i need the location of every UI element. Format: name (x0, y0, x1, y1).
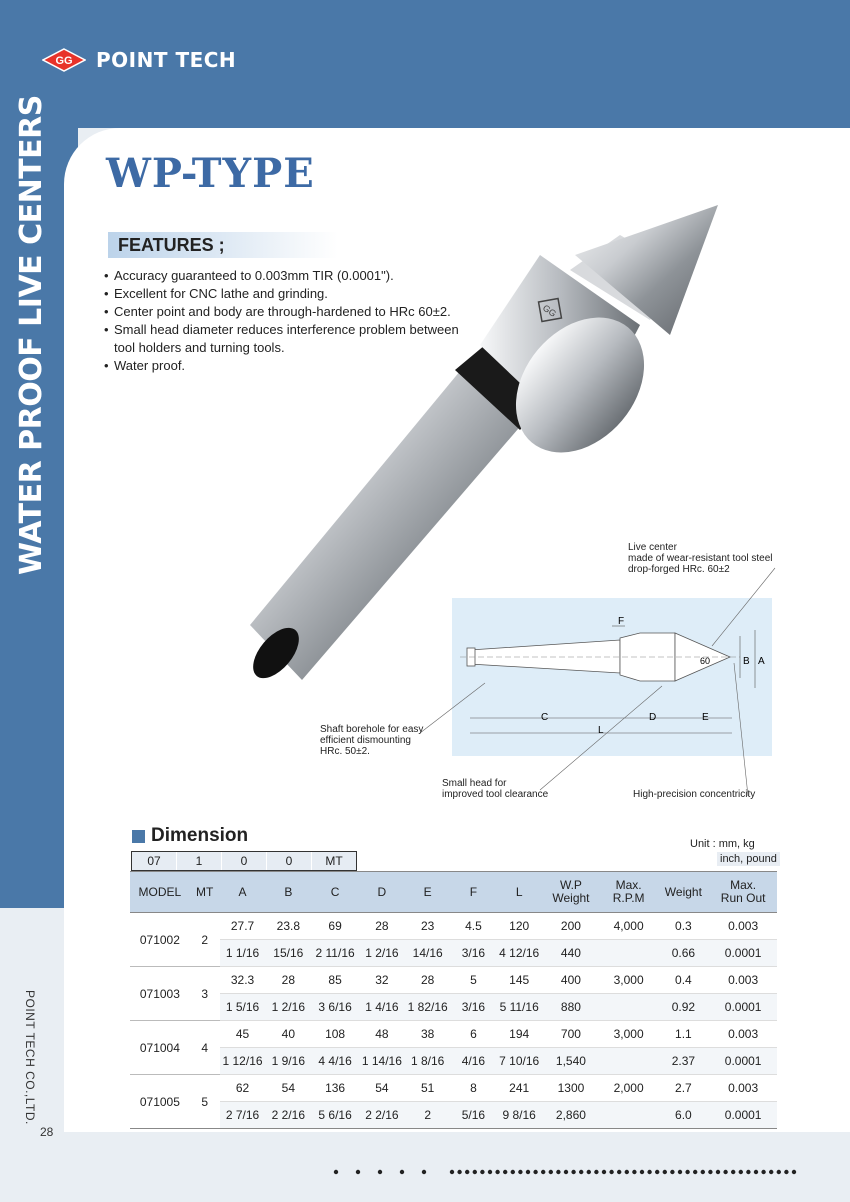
table-cell: 0.3 (657, 913, 709, 940)
table-cell: 136 (311, 1075, 359, 1102)
dot-decoration (330, 1162, 800, 1182)
dot (777, 1170, 781, 1174)
technical-drawing (300, 538, 780, 808)
table-cell: 62 (220, 1075, 266, 1102)
column-header: MODEL (130, 872, 190, 913)
table-cell: 0.0001 (709, 940, 777, 967)
table-cell: 2 7/16 (220, 1102, 266, 1129)
table-cell: 45 (220, 1021, 266, 1048)
table-cell: 1 1/16 (220, 940, 266, 967)
table-cell: 38 (405, 1021, 451, 1048)
table-cell: 51 (405, 1075, 451, 1102)
table-cell: 2.37 (657, 1048, 709, 1075)
features-heading: FEATURES ; (108, 232, 338, 258)
dot (746, 1170, 750, 1174)
model-code: 07 1 0 0 MT (131, 851, 357, 871)
table-cell (600, 1102, 658, 1129)
table-cell: 700 (542, 1021, 600, 1048)
table-cell: 1 8/16 (405, 1048, 451, 1075)
dot (769, 1170, 773, 1174)
dot (647, 1170, 651, 1174)
table-cell: 2 11/16 (311, 940, 359, 967)
svg-text:E: E (702, 712, 709, 723)
model-cell: 071002 (130, 913, 190, 967)
dot (701, 1170, 705, 1174)
table-row (130, 1021, 777, 1048)
dot (511, 1170, 515, 1174)
table-cell: 200 (542, 913, 600, 940)
table-cell (600, 1048, 658, 1075)
table-cell: 28 (405, 967, 451, 994)
table-cell: 2,000 (600, 1075, 658, 1102)
table-cell: 28 (359, 913, 405, 940)
square-icon (132, 830, 145, 843)
table-cell: 0.4 (657, 967, 709, 994)
dot (602, 1170, 606, 1174)
table-cell: 0.003 (709, 967, 777, 994)
table-cell: 5 11/16 (496, 994, 542, 1021)
table-cell: 54 (359, 1075, 405, 1102)
column-header: Weight (657, 872, 709, 913)
table-cell: 4.5 (451, 913, 497, 940)
svg-text:GG: GG (540, 302, 559, 319)
table-cell: 23.8 (265, 913, 311, 940)
side-title: WATER PROOF LIVE CENTERS (14, 95, 49, 575)
table-cell: 1 9/16 (265, 1048, 311, 1075)
callout-live-center: Live center made of wear-resistant tool steel drop-forged HRc. 60±2 (628, 542, 773, 575)
dot (400, 1170, 404, 1174)
table-cell: 0.0001 (709, 1048, 777, 1075)
table-cell: 32.3 (220, 967, 266, 994)
table-cell: 40 (265, 1021, 311, 1048)
table-cell: 14/16 (405, 940, 451, 967)
table-row (130, 1102, 777, 1129)
dimension-heading: Dimension (132, 825, 248, 847)
dot (678, 1170, 682, 1174)
dot (356, 1170, 360, 1174)
dot (708, 1170, 712, 1174)
svg-text:L: L (598, 725, 604, 736)
dot (739, 1170, 743, 1174)
table-cell: 1.1 (657, 1021, 709, 1048)
table-cell: 1 5/16 (220, 994, 266, 1021)
dot (693, 1170, 697, 1174)
table-cell: 1 4/16 (359, 994, 405, 1021)
dot (495, 1170, 499, 1174)
dot (480, 1170, 484, 1174)
table-cell: 0.003 (709, 913, 777, 940)
table-cell: 241 (496, 1075, 542, 1102)
svg-text:F: F (618, 616, 625, 627)
dot (334, 1170, 338, 1174)
mt-cell: 2 (190, 913, 220, 967)
model-cell: 071003 (130, 967, 190, 1021)
table-cell: 0.92 (657, 994, 709, 1021)
dot (663, 1170, 667, 1174)
table-row (130, 967, 777, 994)
column-header: Max. Run Out (709, 872, 777, 913)
page-title: WP-TYPE (106, 150, 315, 197)
feature-item: • Small head diameter reduces interference problem between tool holders and turning tools. (104, 321, 464, 357)
table-cell: 8 (451, 1075, 497, 1102)
dot (450, 1170, 454, 1174)
table-cell: 69 (311, 913, 359, 940)
column-header: L (496, 872, 542, 913)
table-cell: 2 2/16 (359, 1102, 405, 1129)
dot (564, 1170, 568, 1174)
callout-shaft: Shaft borehole for easy efficient dismounting HRc. 50±2. (320, 724, 424, 757)
callout-concentricity: High-precision concentricity (633, 789, 756, 800)
table-cell: 32 (359, 967, 405, 994)
dot (670, 1170, 674, 1174)
table-cell: 5 6/16 (311, 1102, 359, 1129)
model-cell: 071005 (130, 1075, 190, 1129)
table-cell: 3,000 (600, 967, 658, 994)
mt-cell: 5 (190, 1075, 220, 1129)
unit-metric: Unit : mm, kg (690, 838, 755, 850)
table-cell: 4,000 (600, 913, 658, 940)
table-cell: 1 14/16 (359, 1048, 405, 1075)
table-cell: 1 82/16 (405, 994, 451, 1021)
table-cell (600, 940, 658, 967)
table-cell: 4 4/16 (311, 1048, 359, 1075)
dot (685, 1170, 689, 1174)
dot (549, 1170, 553, 1174)
table-cell: 0.0001 (709, 1102, 777, 1129)
table-cell: 4/16 (451, 1048, 497, 1075)
dot (579, 1170, 583, 1174)
page-number: 28 (40, 1125, 54, 1139)
feature-item: • Water proof. (104, 357, 464, 375)
dot (587, 1170, 591, 1174)
table-cell: 7 10/16 (496, 1048, 542, 1075)
table-cell: 2.7 (657, 1075, 709, 1102)
table-cell: 400 (542, 967, 600, 994)
table-row (130, 994, 777, 1021)
feature-item: • Excellent for CNC lathe and grinding. (104, 285, 464, 303)
table-cell: 85 (311, 967, 359, 994)
dot (716, 1170, 720, 1174)
table-cell: 2,860 (542, 1102, 600, 1129)
table-cell: 5/16 (451, 1102, 497, 1129)
dot (784, 1170, 788, 1174)
column-header: W.P Weight (542, 872, 600, 913)
column-header: Max. R.P.M (600, 872, 658, 913)
column-header: E (405, 872, 451, 913)
dot (571, 1170, 575, 1174)
column-header: F (451, 872, 497, 913)
dot (609, 1170, 613, 1174)
column-header: MT (190, 872, 220, 913)
brand-logo (42, 48, 236, 72)
table-cell: 23 (405, 913, 451, 940)
svg-text:C: C (541, 712, 549, 723)
dot (731, 1170, 735, 1174)
table-cell: 27.7 (220, 913, 266, 940)
dot (422, 1170, 426, 1174)
mt-cell: 3 (190, 967, 220, 1021)
dot (503, 1170, 507, 1174)
dimension-table (130, 871, 777, 1129)
dot (533, 1170, 537, 1174)
table-cell: 3,000 (600, 1021, 658, 1048)
dot (640, 1170, 644, 1174)
svg-text:60: 60 (700, 656, 711, 666)
dot (632, 1170, 636, 1174)
table-cell: 1,540 (542, 1048, 600, 1075)
table-cell: 194 (496, 1021, 542, 1048)
table-cell: 28 (265, 967, 311, 994)
column-header: D (359, 872, 405, 913)
dot (655, 1170, 659, 1174)
gg-logo-icon (42, 48, 86, 72)
feature-item: • Center point and body are through-hardened to HRc 60±2. (104, 303, 464, 321)
column-header: B (265, 872, 311, 913)
dot (465, 1170, 469, 1174)
dot (541, 1170, 545, 1174)
table-cell: 0.003 (709, 1075, 777, 1102)
svg-text:GG: GG (55, 55, 73, 67)
table-cell: 4 12/16 (496, 940, 542, 967)
table-cell: 440 (542, 940, 600, 967)
column-header: A (220, 872, 266, 913)
table-cell: 1 12/16 (220, 1048, 266, 1075)
dot (754, 1170, 758, 1174)
dot (594, 1170, 598, 1174)
callout-small-head: Small head for improved tool clearance (442, 778, 549, 800)
table-cell: 3/16 (451, 940, 497, 967)
side-company: POINT TECH CO.,LTD. (23, 990, 37, 1125)
dot (617, 1170, 621, 1174)
dot (556, 1170, 560, 1174)
table-cell: 120 (496, 913, 542, 940)
dot (792, 1170, 796, 1174)
column-header: C (311, 872, 359, 913)
table-row (130, 940, 777, 967)
table-cell: 5 (451, 967, 497, 994)
table-cell: 1 2/16 (265, 994, 311, 1021)
table-cell (600, 994, 658, 1021)
table-cell: 0.0001 (709, 994, 777, 1021)
dot (518, 1170, 522, 1174)
dot (723, 1170, 727, 1174)
table-cell: 48 (359, 1021, 405, 1048)
table-cell: 2 (405, 1102, 451, 1129)
table-row (130, 1048, 777, 1075)
table-row (130, 1075, 777, 1102)
model-cell: 071004 (130, 1021, 190, 1075)
dot (761, 1170, 765, 1174)
table-cell: 6.0 (657, 1102, 709, 1129)
unit-imperial: inch, pound (717, 852, 780, 866)
brand-name: POINT TECH (96, 48, 237, 72)
svg-text:D: D (649, 712, 657, 723)
mt-cell: 4 (190, 1021, 220, 1075)
svg-text:B: B (743, 656, 750, 667)
dot (488, 1170, 492, 1174)
dot (378, 1170, 382, 1174)
table-cell: 1 2/16 (359, 940, 405, 967)
table-cell: 1300 (542, 1075, 600, 1102)
table-cell: 2 2/16 (265, 1102, 311, 1129)
table-cell: 9 8/16 (496, 1102, 542, 1129)
table-row (130, 913, 777, 940)
table-cell: 3 6/16 (311, 994, 359, 1021)
table-cell: 0.003 (709, 1021, 777, 1048)
dot (473, 1170, 477, 1174)
table-cell: 108 (311, 1021, 359, 1048)
table-cell: 145 (496, 967, 542, 994)
dot (457, 1170, 461, 1174)
table-cell: 3/16 (451, 994, 497, 1021)
table-cell: 15/16 (265, 940, 311, 967)
dot (526, 1170, 530, 1174)
table-cell: 6 (451, 1021, 497, 1048)
feature-item: • Accuracy guaranteed to 0.003mm TIR (0.0001"). (104, 267, 464, 285)
table-cell: 0.66 (657, 940, 709, 967)
dot (625, 1170, 629, 1174)
table-cell: 54 (265, 1075, 311, 1102)
table-cell: 880 (542, 994, 600, 1021)
svg-text:A: A (758, 656, 765, 667)
